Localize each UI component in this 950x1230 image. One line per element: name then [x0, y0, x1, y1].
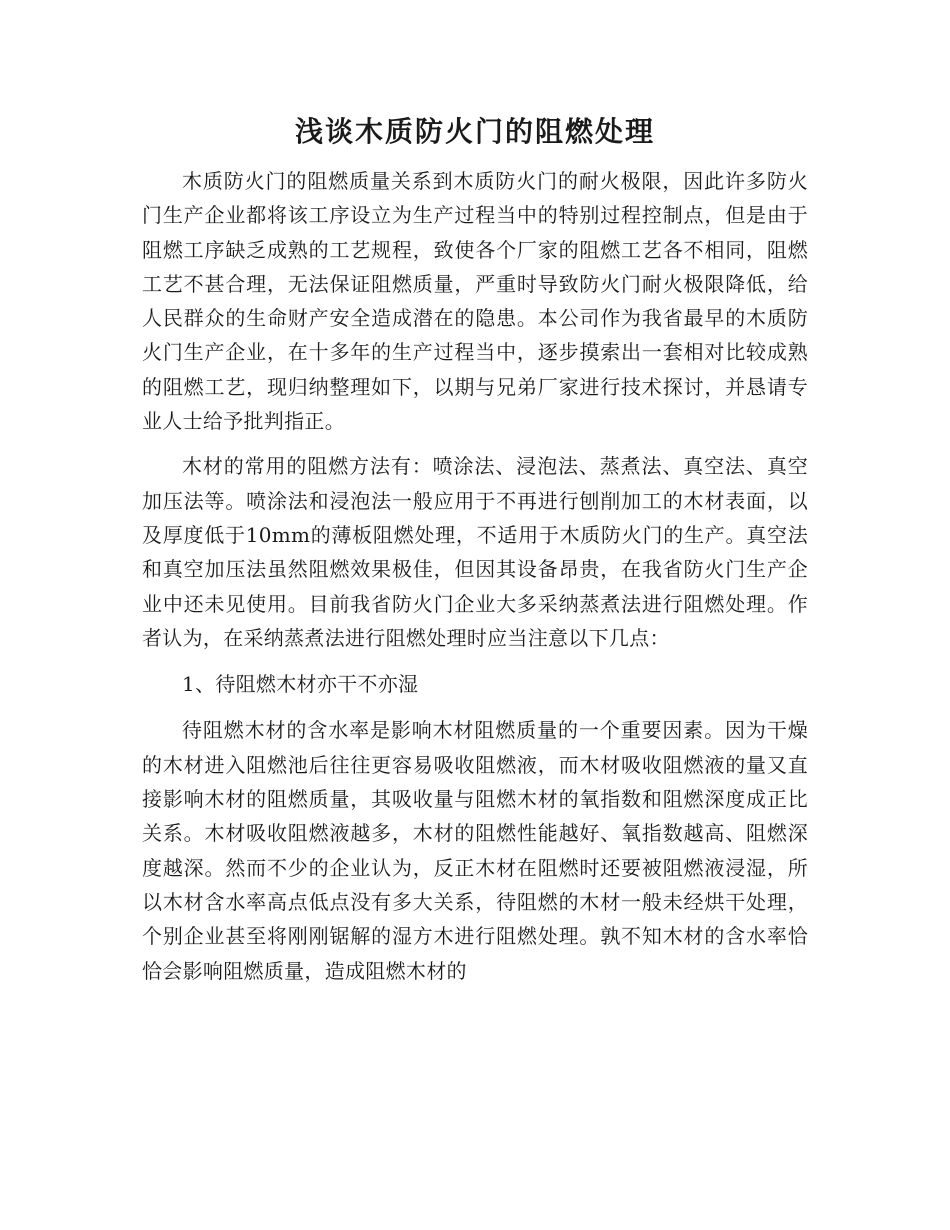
- intro-paragraph: 木质防火门的阻燃质量关系到木质防火门的耐火极限，因此许多防火门生产企业都将该工序设立为生产过程当中的特别过程控制点，但是由于阻燃工序缺乏成熟的工艺规程，致使各个厂家的阻燃工艺各不相同，阻燃工艺不甚合理，无法保证阻燃质量，严重时导致防火门耐火极限降低，给人民群众的生命财产安全造成潜在的隐患。本公司作为我省最早的木质防火门生产企业，在十多年的生产过程当中，逐步摸索出一套相对比较成熟的阻燃工艺，现归纳整理如下，以期与兄弟厂家进行技术探讨，并恳请专业人士给予批判指正。: [142, 169, 808, 434]
- document-title: 浅谈木质防火门的阻燃处理: [294, 115, 655, 148]
- document-body: [142, 164, 808, 988]
- methods-paragraph: 木材的常用的阻燃方法有：喷涂法、浸泡法、蒸煮法、真空法、真空加压法等。喷涂法和浸泡法一般应用于不再进行刨削加工的木材表面，以及厚度低于10mm的薄板阻燃处理，不适用于木质防火门的生产。真空法和真空加压法虽然阻燃效果极佳，但因其设备昂贵，在我省防火门生产企业中还未见使用。目前我省防火门企业大多采纳蒸煮法进行阻燃处理。作者认为，在采纳蒸煮法进行阻燃处理时应当注意以下几点：: [142, 454, 808, 650]
- section-heading-1: 1、待阻燃木材亦干不亦湿: [182, 672, 419, 697]
- moisture-paragraph: 待阻燃木材的含水率是影响木材阻燃质量的一个重要因素。因为干燥的木材进入阻燃池后往往更容易吸收阻燃液，而木材吸收阻燃液的量又直接影响木材的阻燃质量，其吸收量与阻燃木材的氧指数和阻燃深度成正比关系。木材吸收阻燃液越多，木材的阻燃性能越好、氧指数越高、阻燃深度越深。然而不少的企业认为，反正木材在阻燃时还要被阻燃液浸湿，所以木材含水率高点低点没有多大关系，待阻燃的木材一般未经烘干处理，个别企业甚至将刚刚锯解的湿方木进行阻燃处理。孰不知木材的含水率恰恰会影响阻燃质量，造成阻燃木材的: [142, 718, 808, 983]
